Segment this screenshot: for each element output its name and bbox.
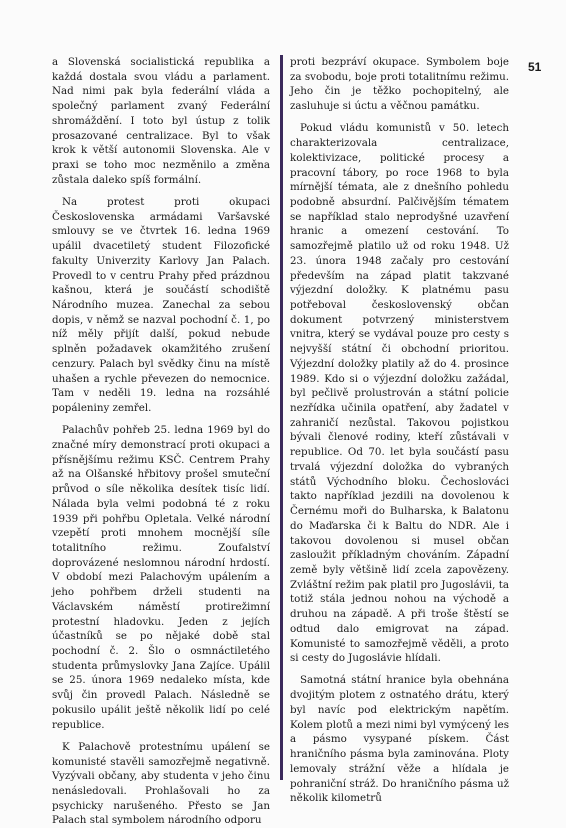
paragraph: Na protest proti okupaci Československa armádami Varšavské smlouvy se ve čtvrtek 16. ledna 1969 upálil dvacetiletý student Filozofické fakulty Univerzity Karlovy Jan Palach. Provedl to v centru Prahy před prázdnou kašnou, která je součástí schodiště Národního muzea. Zanechal za sebou dopis, v němž se nazval pochodní č. 1, po níž měly přijít další, pokud nebude splněn požadavek okamžitého zrušení cenzury. Palach byl svědky činu na místě uhašen a rychle převezen do nemocnice. Tam v neděli 19. ledna na rozsáhlé popáleniny zemřel.: [52, 195, 270, 415]
column-divider: [280, 55, 283, 780]
paragraph: Palachův pohřeb 25. ledna 1969 byl do značné míry demonstrací proti okupaci a přísnějšímu režimu KSČ. Centrem Prahy až na Olšanské hřbitovy prošel smuteční průvod o síle několika desítek tisíc lidí. Nálada byla velmi podobná té z roku 1939 při pohřbu Opletala. Velké národní vzepětí proti mnohem mocnější síle totalitního režimu. Zoufalství doprovázené neslomnou národní hrdostí. V období mezi Palachovým upálením a jeho pohřbem drželi studenti na Václavském náměstí protirežimní protestní hladovku. Jeden z jejích účastníků se po nějaké době stal pochodní č. 2. Šlo o osmnáctiletého studenta průmyslovky Jana Zajíce. Upálil se 25. února 1969 nedaleko místa, kde svůj čin provedl Palach. Následně se pokusilo upálit ještě několik lidí po celé republice.: [52, 424, 270, 731]
right-text-column: [290, 55, 509, 806]
paragraph: proti bezpráví okupace. Symbolem boje za svobodu, boje proti totalitnímu režimu. Jeho čin je těžko pochopitelný, ale zasluhuje si úctu a věčnou památku.: [290, 56, 509, 113]
paragraph: Samotná státní hranice byla obehnána dvojitým plotem z ostnatého drátu, který byl navíc pod elektrickým napětím. Kolem plotů a mezi nimi byl vymýcený les a pásmo vysypané pískem. Část hraničního pásma byla zaminována. Ploty lemovaly strážní věže a hlídala je pohraniční stráž. Do hraničního pásma už několik kilometrů: [290, 674, 509, 805]
page-number: 51: [528, 60, 542, 74]
paragraph: Pokud vládu komunistů v 50. letech charakterizovala centralizace, kolektivizace, politické procesy a pracovní tábory, po roce 1968 to byla mírnější témata, ale z dnešního pohledu podobně absurdní. Palčivějším tématem se například stalo neprodyšné uzavření hranic a omezení cestování. To samozřejmě platilo už od roku 1948. Už 23. února 1948 začaly pro cestování především na západ platit takzvané výjezdní doložky. K platnému pasu potřeboval československý občan dokument potvrzený ministerstvem vnitra, který se vydával pouze pro cesty s nejvyšší státní či obchodní prioritou. Výjezdní doložky platily až do 4. prosince 1989. Kdo si o výjezdní doložku zažádal, byl pečlivě prolustrován a státní policie nezřídka učinila opatření, aby žadatel v zahraničí nezůstal. Takovou pojistkou bývali členové rodiny, kteří zůstávali v republice. Od 70. let byla součástí pasu trvalá výjezdní doložka do vybraných států Východního bloku. Čechoslováci takto například jezdili na dovolenou k Černému moři do Bulharska, k Balatonu do Maďarska či k Baltu do NDR. Ale i takovou dovolenou si musel občan zasloužit příkladným chováním. Západní země byly většině lidí zcela zapovězeny. Zvláštní režim pak platil pro Jugoslávii, ta totiž stála jednou nohou na východě a druhou na západě. A při troše štěstí se odtud dalo emigrovat na západ. Komunisté to samozřejmě věděli, a proto si cesty do Jugoslávie hlídali.: [290, 122, 509, 665]
paragraph: a Slovenská socialistická republika a každá dostala svou vládu a parlament. Nad nimi pak byla federální vláda a společný parlament zvaný Federální shromáždění. I toto byl ústup z tolik prosazované centralizace. Byl to však krok k větší autonomii Slovenska. Ale v praxi se toho moc nezměnilo a změna zůstala daleko spíš formální.: [52, 56, 270, 186]
left-text-column: [52, 55, 270, 828]
paragraph: K Palachově protestnímu upálení se komunisté stavěli samozřejmě negativně. Vyzývali občany, aby studenta v jeho činu nenásledovali. Prohlašovali ho za psychicky narušeného. Přesto se Jan Palach stal symbolem národního odporu: [52, 740, 270, 827]
